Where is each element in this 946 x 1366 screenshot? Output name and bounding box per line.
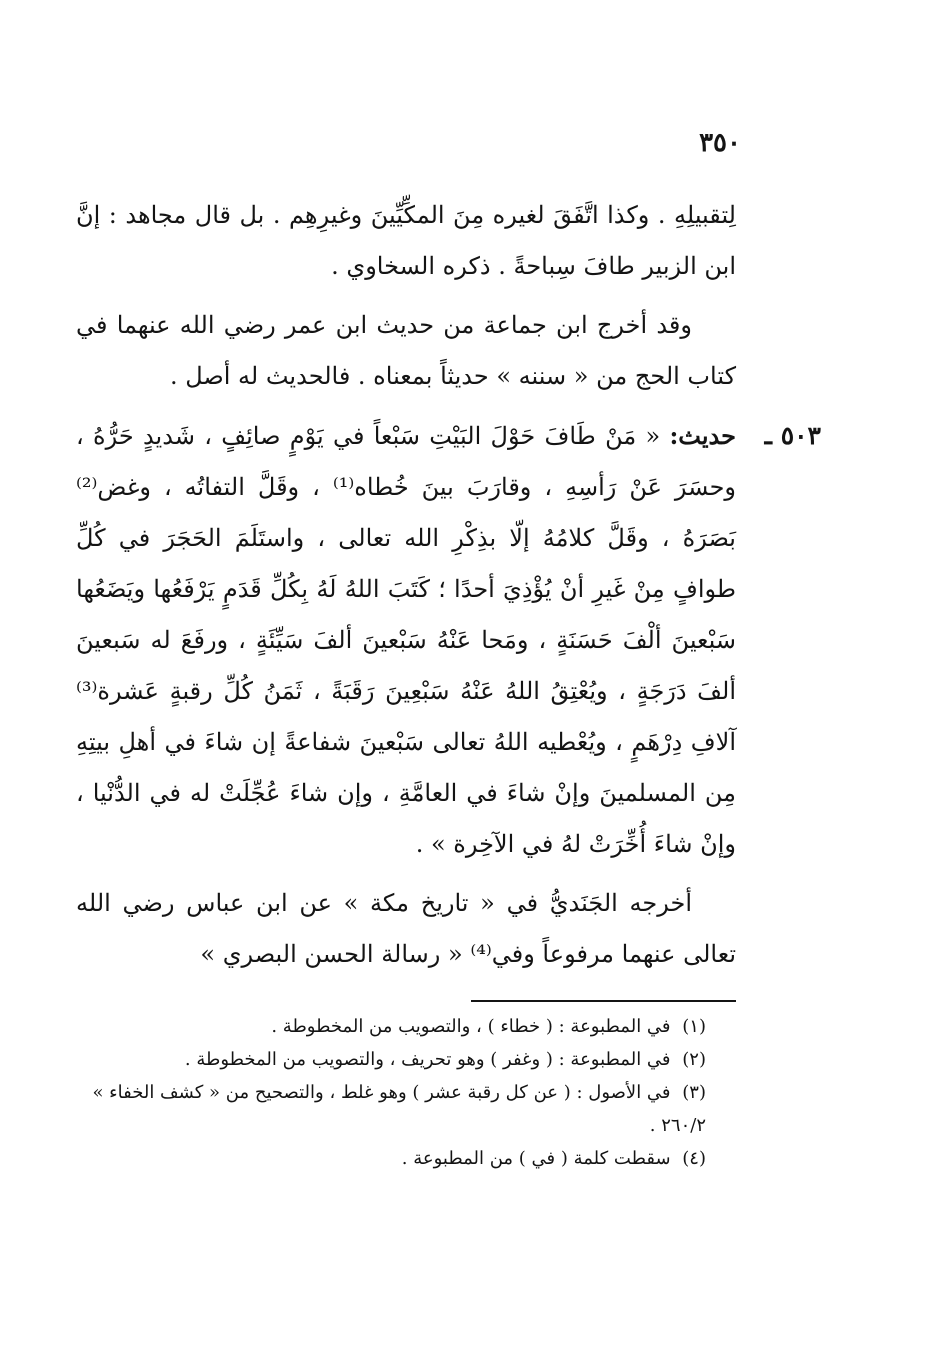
footnote-3-continuation	[86, 1109, 706, 1142]
footnote-text: في المطبوعة : ( وغفر ) وهو تحريف ، والتصويب من المخطوطة .	[184, 1049, 671, 1070]
page-number: ٣٥٠	[699, 128, 741, 158]
main-text	[76, 190, 821, 988]
footnote-number: (٤)	[682, 1148, 706, 1169]
footnote-text: في المطبوعة : ( خطاء ) ، والتصويب من المخطوطة .	[271, 1016, 671, 1037]
footnote-4	[86, 1142, 706, 1175]
footnote-number: (١)	[682, 1016, 706, 1037]
hadith-label: حديث:	[669, 421, 736, 450]
footnote-text: ٢٦٠/٢ .	[649, 1115, 706, 1136]
hadith-paragraph	[76, 410, 736, 870]
footnotes	[86, 1010, 706, 1175]
hadith-entry	[76, 410, 821, 870]
footnote-text: في الأصول : ( عن كل رقبة عشر ) وهو غلط ، والتصحيح من « كشف الخفاء »	[92, 1082, 671, 1103]
paragraph-takhrij: أخرجه الجَنَديُّ في « تاريخ مكة » عن ابن عباس رضي الله تعالى عنهما مرفوعاً وفي⁽⁴⁾ « رسالة الحسن البصري »	[76, 889, 736, 968]
footnote-1	[86, 1010, 706, 1043]
hadith-text: « مَنْ طَافَ حَوْلَ البَيْتِ سَبْعاً في يَوْمٍ صائِفٍ ، شَديدٍ حَرُّهُ ، وحسَرَ عَنْ رَأسِهِ ، وقارَبَ بينَ خُطاه⁽¹⁾ ، وقَلَّ التفاتُه ، وغض⁽²⁾ بَصَرَهُ ، وقَلَّ كلامُهُ إلّا بذِكْرِ الله تعالى ، واستَلَمَ الحَجَرَ في كُلِّ طوافٍ مِنْ غَيرِ أنْ يُؤْذِيَ أحدًا ؛ كَتَبَ اللهُ لَهُ بِكُلِّ قَدَمٍ يَرْفَعُها ويَضَعُها سَبْعينَ ألْفَ حَسَنَةٍ ، ومَحا عَنْهُ سَبْعينَ ألفَ سَيِّئَةٍ ، ورفَعَ له سَبعينَ ألفَ دَرَجَةٍ ، ويُعْتِقُ اللهُ عَنْهُ سَبْعِينَ رَقَبَةً ، ثَمَنُ كُلِّ رقبةٍ عَشرة⁽³⁾ آلافِ دِرْهَمٍ ، ويُعْطيه اللهُ تعالى سَبْعينَ شفاعةً إن شاءَ في أهلِ بيتِهِ مِن المسلمينَ وإنْ شاءَ في العامَّةِ ، وإن شاءَ عُجِّلَتْ له في الدُّنْيا ، وإنْ شاءَ أُخِّرَتْ لهُ في الآخِرة » .	[76, 422, 736, 858]
footnote-number: (٢)	[682, 1049, 706, 1070]
footnote-text: سقطت كلمة ( في ) من المطبوعة .	[401, 1148, 671, 1169]
footnote-number: (٣)	[682, 1082, 706, 1103]
paragraph-continuation: لِتقبيلِهِ . وكذا اتَّفَقَ لغيره مِنَ المكِّيِّينَ وغيرِهِم . بل قال مجاهد : إنَّ ابن الزبير طافَ سِباحةً . ذكره السخاوي .	[76, 201, 736, 280]
footnote-2	[86, 1043, 706, 1076]
paragraph-ibn-jamaa: وقد أخرج ابن جماعة من حديث ابن عمر رضي الله عنهما في كتاب الحج من « سننه » حديثاً بمعناه . فالحديث له أصل .	[76, 311, 736, 390]
hadith-number: ٥٠٣ ـ	[764, 421, 821, 450]
footnote-3	[86, 1076, 706, 1109]
footnote-divider	[471, 1000, 736, 1002]
